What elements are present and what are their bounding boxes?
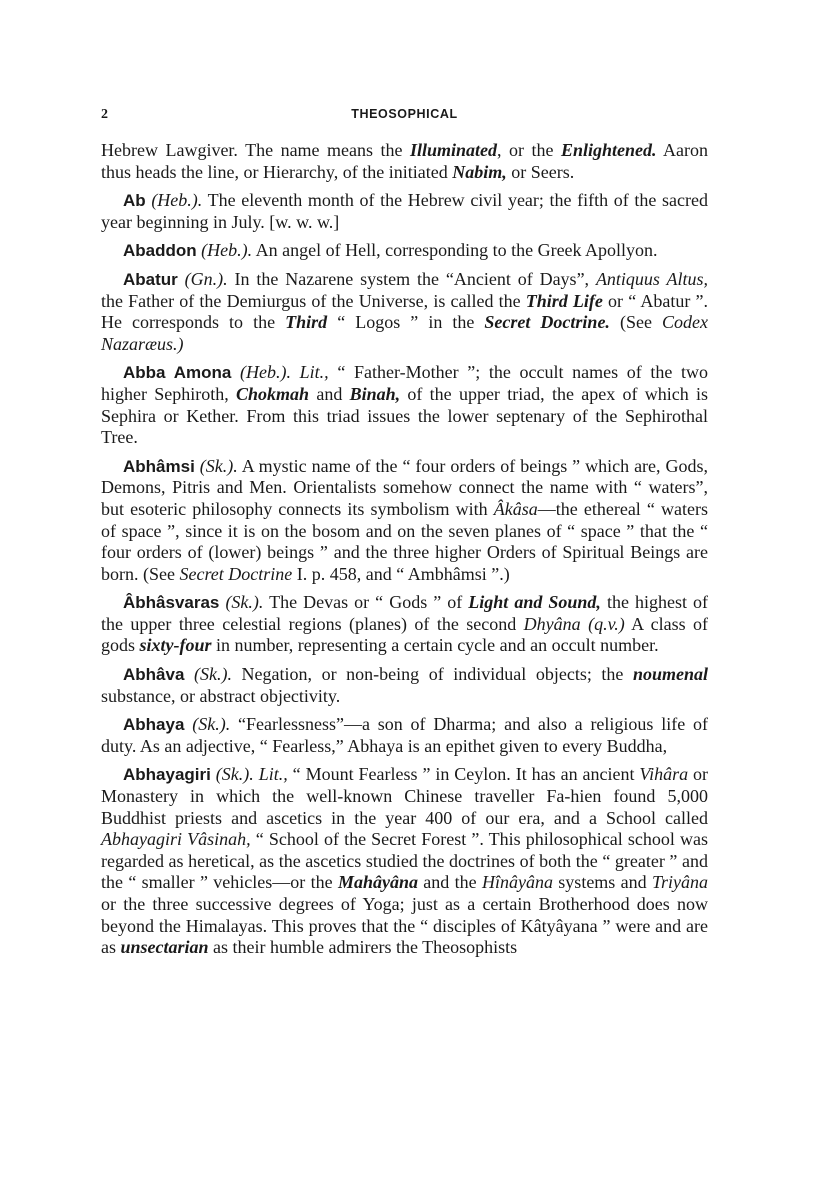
dictionary-entry	[101, 764, 708, 958]
text-segment: the Father of the Demiurgus of the Universe, is called the	[101, 290, 526, 311]
dictionary-page	[101, 104, 708, 966]
text-segment: systems and	[552, 872, 652, 893]
entry-source: (Heb.).	[151, 190, 203, 211]
text-segment: substance, or abstract objectivity.	[101, 685, 341, 706]
text-segment: Codex Nazaræus.)	[101, 312, 708, 354]
text-segment: An angel of Hell, corresponding to the Greek Apollyon.	[252, 240, 658, 261]
text-segment: (q.v.)	[588, 613, 625, 634]
text-segment: Nabim,	[452, 161, 507, 182]
entry-source: (Sk.).	[192, 714, 231, 735]
text-segment: A class of gods	[101, 613, 709, 656]
dictionary-entry	[101, 592, 708, 657]
entry-term: Abba Amona	[123, 363, 232, 383]
text-segment: A mystic name of the “ four orders of beings ” which are, Gods, Demons, Pitris and Men. Orientalists somehow connect the name with “ waters”, but esoteric philosophy connects its symbolism with	[101, 455, 709, 519]
text-segment: or “ Abatur ”. He corresponds to the	[101, 290, 708, 333]
text-segment: The Devas or “ Gods ” of	[263, 592, 469, 613]
text-segment: the highest of the upper three celestial regions (planes) of the second	[101, 592, 708, 634]
text-segment: Light and Sound,	[468, 592, 601, 613]
text-segment: unsectarian	[120, 937, 209, 958]
text-segment: Hînâyâna	[481, 872, 553, 893]
text-segment: (See	[609, 312, 663, 333]
text-segment	[291, 362, 300, 382]
text-segment: Third Life	[525, 290, 603, 311]
dictionary-entry	[101, 456, 708, 586]
text-segment: Chokmah	[236, 383, 310, 404]
continued-text	[101, 140, 708, 183]
text-segment: Hebrew Lawgiver. The name means the	[101, 140, 410, 160]
text-segment: and	[309, 383, 350, 404]
entry-source: (Heb.).	[201, 240, 253, 261]
text-segment: “ Mount Fearless ” in Ceylon. It has an ancient	[287, 764, 640, 785]
text-segment: I. p. 458, and “ Ambhâmsi ”.)	[292, 563, 510, 584]
dictionary-entry	[101, 362, 708, 448]
dictionary-entry	[101, 664, 708, 707]
text-segment: in number, representing a certain cycle and an occult number.	[211, 635, 659, 656]
text-segment: noumenal	[632, 664, 709, 685]
text-segment	[581, 614, 588, 634]
text-segment: Antiquus Altus,	[595, 268, 708, 289]
entry-source: (Sk.).	[215, 764, 254, 785]
entry-term: Ab	[123, 191, 146, 211]
text-segment: “ School of the Secret Forest ”. This philosophical school was regarded as heretical, as the ascetics studied the doctrines of both the “ greater ” and the “ smaller ” vehicles—or the	[101, 829, 708, 893]
text-segment: Lit.,	[299, 362, 329, 383]
entry-term: Abaddon	[123, 241, 197, 261]
entry-source: (Sk.).	[225, 592, 264, 613]
text-segment: sixty-four	[139, 635, 212, 656]
text-segment: In the Nazarene system the “Ancient of Days”,	[227, 268, 596, 289]
text-segment: Third	[285, 312, 328, 333]
entry-source: (Sk.).	[194, 664, 232, 685]
page-body	[101, 140, 708, 959]
entry-term: Abhâmsi	[123, 456, 195, 476]
entry-term: Abatur	[123, 269, 178, 289]
entry-term: Abhayagiri	[123, 765, 211, 785]
text-segment: Aaron thus heads the line, or Hierarchy, of the initiated	[101, 140, 708, 182]
text-segment: Âkâsa	[493, 498, 538, 519]
text-segment: and the	[417, 872, 482, 893]
text-segment: or the three successive degrees of Yoga; just as a certain Brotherhood does now beyond the Himalayas. This proves that the “ disciples of Kâtyâyana ” were and are as	[101, 894, 708, 958]
running-head: THEOSOPHICAL	[351, 107, 458, 121]
dictionary-entry	[101, 714, 708, 757]
entry-source: (Heb.).	[240, 362, 291, 383]
text-segment: Mahâyâna	[337, 872, 418, 893]
text-segment: Lit.,	[258, 764, 288, 785]
entry-source: (Sk.).	[199, 455, 238, 476]
text-segment: Negation, or non-being of individual objects; the	[231, 664, 633, 685]
text-segment: as their humble admirers the Theosophists	[208, 937, 518, 958]
text-segment: , or the	[497, 140, 561, 160]
entry-source: (Gn.).	[184, 268, 228, 289]
text-segment: “ Logos ” in the	[327, 312, 485, 333]
text-segment: of the upper triad, the apex of which is Sephira or Kether. From this triad issues the lower septenary of the Sephirothal Tree.	[101, 383, 708, 448]
text-segment: Abhayagiri Vâsinah,	[101, 829, 251, 850]
text-segment: Enlightened.	[560, 140, 657, 160]
text-segment: The eleventh month of the Hebrew civil year; the fifth of the sacred year beginning in July. [w. w. w.]	[101, 190, 709, 232]
entry-term: Abhaya	[123, 715, 185, 735]
text-segment: Secret Doctrine	[179, 563, 293, 584]
dictionary-entry	[101, 240, 708, 262]
text-segment: Binah,	[349, 383, 401, 404]
text-segment: Illuminated	[410, 140, 498, 160]
text-segment: or Monastery in which the well-known Chinese traveller Fa-hien found 5,000 Buddhist priests and ascetics in the year 400 of our era, and a School called	[101, 764, 709, 828]
entry-term: Âbhâsvaras	[123, 593, 220, 613]
dictionary-entry	[101, 190, 708, 233]
entry-term: Abhâva	[123, 665, 185, 685]
text-segment: or Seers.	[506, 161, 575, 182]
text-segment: Vihâra	[639, 764, 689, 785]
dictionary-entry	[101, 269, 708, 355]
text-segment: —the ethereal “ waters of space ”, since it is on the bosom and on the seven planes of “ space ” that the “ four orders of (lower) beings ” and the three higher Orders of Spiritual Beings are born. (See	[101, 498, 708, 584]
page-header	[101, 104, 708, 126]
text-segment: Dhyâna	[523, 613, 581, 634]
text-segment: “ Father-Mother ”; the occult names of the two higher Sephiroth,	[101, 362, 709, 404]
text-segment: Triyâna	[651, 872, 708, 893]
text-segment: “Fearlessness”—a son of Dharma; and also a religious life of duty. As an adjective, “ Fearless,” Abhaya is an epithet given to every Buddha,	[101, 714, 708, 756]
page-number: 2	[101, 107, 108, 122]
text-segment: Secret Doctrine.	[484, 312, 610, 333]
